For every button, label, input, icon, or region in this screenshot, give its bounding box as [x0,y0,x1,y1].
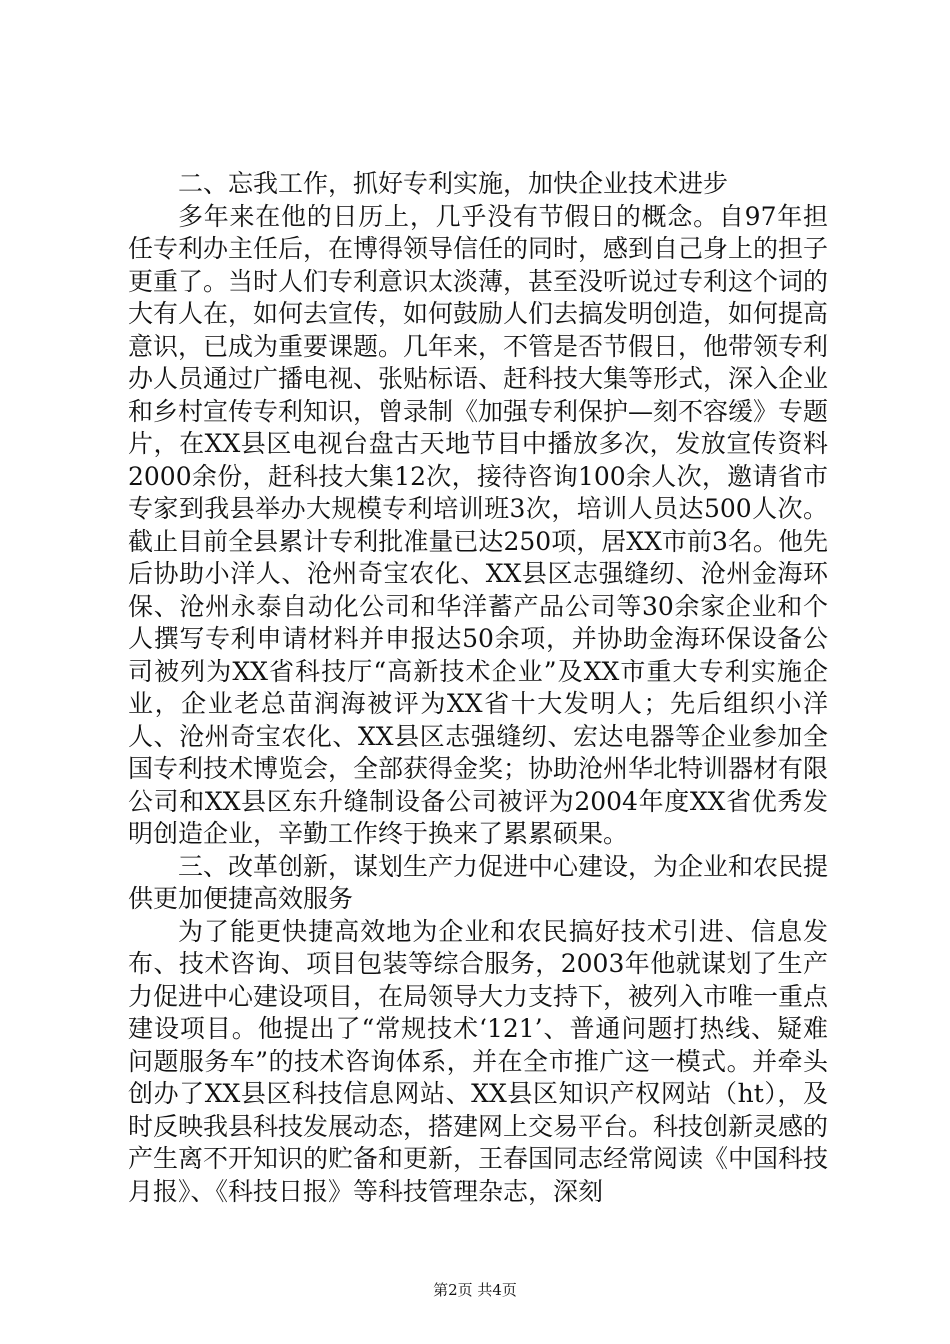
body-paragraph: 为了能更快捷高效地为企业和农民搞好技术引进、信息发布、技术咨询、项目包装等综合服务，2003年他就谋划了生产力促进中心建设项目，在局领导大力支持下，被列入市唯一重点建设项目。他提出了“常规技术‘121’、普通问题打热线、疑难问题服务车”的技术咨询体系，并在全市推广这一模式。并牵头创办了XX县区科技信息网站、XX县区知识产权网站（ht），及时反映我县科技发展动态，搭建网上交易平台。科技创新灵感的产生离不开知识的贮备和更新，王春国同志经常阅读《中国科技月报》、《科技日报》等科技管理杂志，深刻 [128,916,829,1206]
document-body [128,168,828,1208]
section-heading-3: 三、改革创新，谋划生产力促进中心建设，为企业和农民提供更加便捷高效服务 [128,851,829,913]
section-heading-2: 二、忘我工作，抓好专利实施，加快企业技术进步 [178,169,729,198]
body-paragraph: 多年来在他的日历上，几乎没有节假日的概念。自97年担任专利办主任后，在博得领导信任的同时，感到自己身上的担子更重了。当时人们专利意识太淡薄，甚至没听说过专利这个词的大有人在，如何去宣传，如何鼓励人们去搞发明创造，如何提高意识，已成为重要课题。几年来，不管是否节假日，他带领专利办人员通过广播电视、张贴标语、赶科技大集等形式，深入企业和乡村宣传专利知识，曾录制《加强专利保护—刻不容缓》专题片，在XX县区电视台盘古天地节目中播放多次，发放宣传资料2000余份，赶科技大集12次，接待咨询100余人次，邀请省市专家到我县举办大规模专利培训班3次，培训人员达500人次。截止目前全县累计专利批准量已达250项，居XX市前3名。他先后协助小洋人、沧州奇宝农化、XX县区志强缝纫、沧州金海环保、沧州永泰自动化公司和华洋蓄产品公司等30余家企业和个人撰写专利申请材料并申报达50余项，并协助金海环保设备公司被列为XX省科技厅“高新技术企业”及XX市重大专利实施企业，企业老总苗润海被评为XX省十大发明人；先后组织小洋人、沧州奇宝农化、XX县区志强缝纫、宏达电器等企业参加全国专利技术博览会，全部获得金奖；协助沧州华北特训器材有限公司和XX县区东升缝制设备公司被评为2004年度XX省优秀发明创造企业，辛勤工作终于换来了累累硕果。 [128,201,829,848]
page-number-footer: 第2页 共4页 [433,1281,517,1299]
